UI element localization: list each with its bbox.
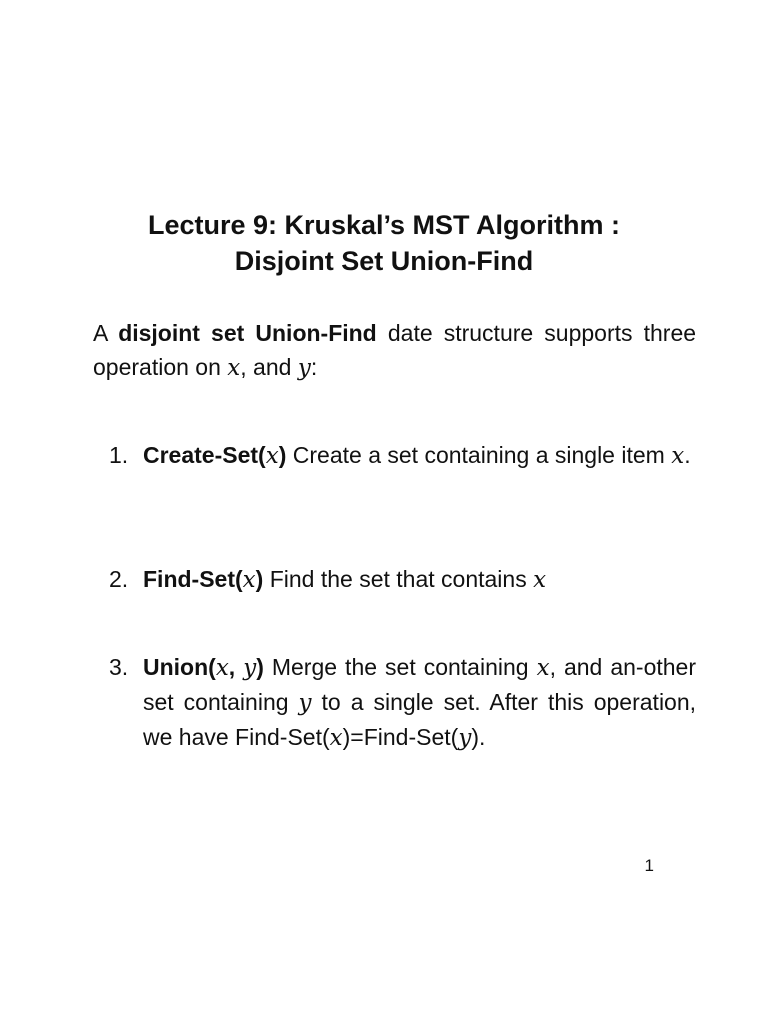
operation-desc-e: ). — [471, 724, 486, 750]
operation-desc-a: Merge the set containing — [271, 654, 529, 680]
operation-close: ) — [255, 566, 264, 592]
operation-desc-var-b: y — [298, 690, 312, 716]
intro-bold-term: disjoint set Union-Find — [118, 320, 377, 346]
operation-name — [143, 654, 264, 680]
operation-desc: Find the set that contains — [269, 566, 527, 592]
operation-var-2: y — [243, 655, 257, 681]
page-number: 1 — [644, 856, 654, 875]
intro-lead: A — [93, 320, 108, 346]
operation-var: x — [242, 567, 256, 593]
operation-desc-c: to a single set. After this operation, we have Find-Set( — [143, 689, 697, 750]
list-item-union — [93, 650, 696, 755]
operation-var: x — [265, 443, 279, 469]
operation-name — [143, 566, 263, 592]
operation-desc-d: )=Find-Set( — [342, 724, 459, 750]
list-item-create-set — [93, 438, 696, 473]
operation-desc-b: , and an-other set containing — [143, 654, 696, 715]
operation-close: ) — [256, 654, 264, 680]
operation-name-text: Find-Set( — [143, 566, 243, 592]
intro-var-y: y — [297, 355, 311, 381]
operation-desc: Create a set containing a single item — [292, 442, 665, 468]
list-item-body — [143, 650, 696, 755]
operation-desc-var-c: x — [329, 725, 343, 751]
operation-desc-var: x — [671, 443, 685, 469]
operation-desc-var: x — [533, 567, 547, 593]
list-item-number: 1. — [109, 442, 129, 468]
operation-name-text: Union( — [143, 654, 216, 680]
intro-rest: date structure supports three operation on — [93, 320, 697, 380]
list-item-body — [143, 438, 696, 473]
title-line-2: Disjoint Set Union-Find — [234, 246, 534, 276]
operation-desc-end: . — [684, 442, 691, 468]
operation-var-1: x — [215, 655, 229, 681]
operation-name — [143, 442, 286, 468]
list-item-find-set — [93, 562, 696, 597]
intro-sep: , and — [240, 354, 292, 380]
intro-var-x: x — [227, 355, 241, 381]
intro-paragraph — [93, 316, 696, 385]
list-item-number: 2. — [109, 566, 129, 592]
operation-desc-var-d: y — [458, 725, 472, 751]
operation-desc-var-a: x — [536, 655, 550, 681]
list-item-number: 3. — [109, 654, 129, 680]
operation-name-text: Create-Set( — [143, 442, 266, 468]
intro-end: : — [310, 354, 318, 380]
operation-close: ) — [278, 442, 287, 468]
lecture-title — [0, 207, 768, 279]
operation-comma: , — [228, 654, 236, 680]
title-line-1: Lecture 9: Kruskal’s MST Algorithm : — [147, 210, 621, 240]
list-item-body — [143, 562, 696, 597]
